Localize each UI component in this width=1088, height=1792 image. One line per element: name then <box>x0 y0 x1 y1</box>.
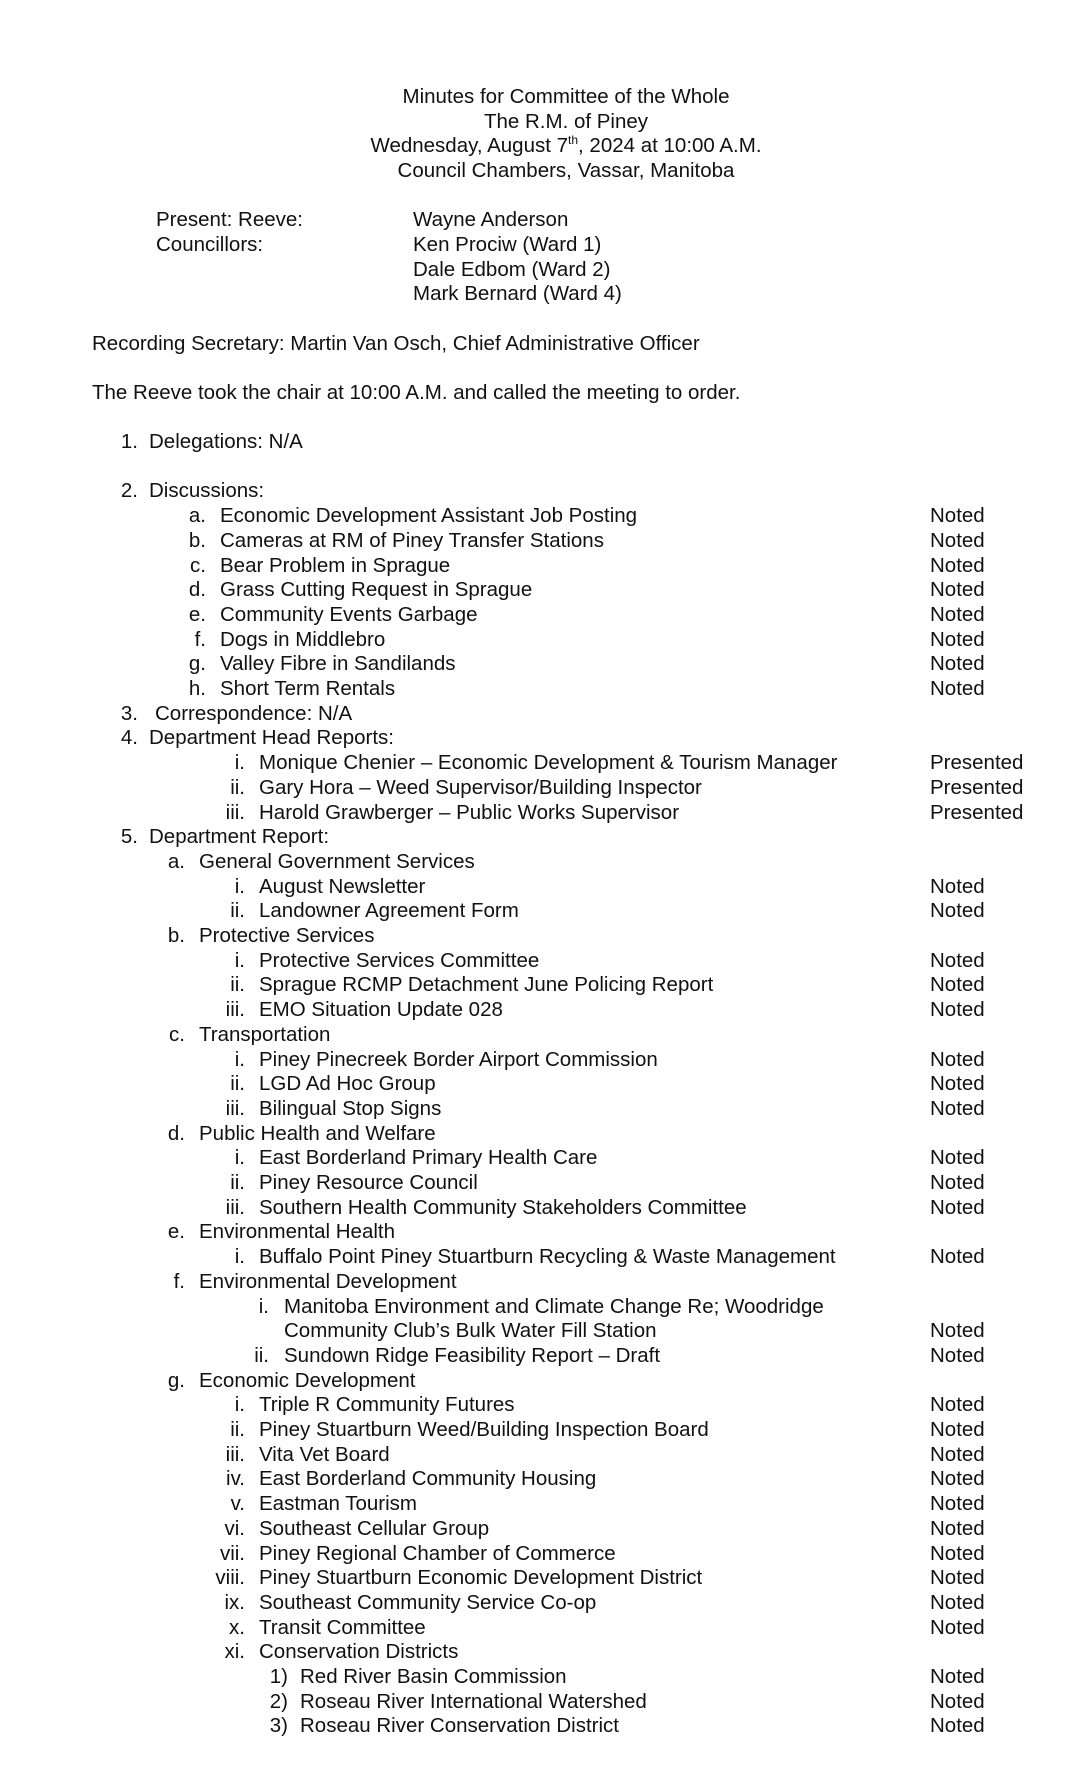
item-text: Cameras at RM of Piney Transfer Stations <box>220 529 604 552</box>
item-marker: vii. <box>219 1542 245 1565</box>
item-status: Noted <box>930 1665 985 1688</box>
item-text: Piney Stuartburn Economic Development District <box>259 1566 703 1589</box>
councillors-label: Councillors: <box>156 233 264 256</box>
item-status: Noted <box>930 973 985 996</box>
item-status: Noted <box>930 529 985 552</box>
item-text: Monique Chenier – Economic Development & Tourism Manager <box>259 751 838 774</box>
item-marker: i. <box>234 875 245 898</box>
item-marker: iii. <box>225 1443 245 1466</box>
item-status: Noted <box>930 1245 985 1268</box>
item-text: Harold Grawberger – Public Works Supervisor <box>259 801 680 824</box>
subsection-title: Economic Development <box>199 1369 416 1392</box>
recording-secretary: Recording Secretary: Martin Van Osch, Chief Administrative Officer <box>92 332 700 355</box>
subsection-title: Public Health and Welfare <box>199 1122 436 1145</box>
item-text: Southeast Cellular Group <box>259 1517 490 1540</box>
item-status: Presented <box>930 801 1024 824</box>
item-text: Gary Hora – Weed Supervisor/Building Inspector <box>259 776 702 799</box>
item-marker: ii. <box>230 776 245 799</box>
item-marker: iii. <box>225 1196 245 1219</box>
item-status: Noted <box>930 1319 985 1342</box>
item-text: Triple R Community Futures <box>259 1393 515 1416</box>
item-text: Short Term Rentals <box>220 677 396 700</box>
present-label: Present: Reeve: <box>156 208 303 231</box>
section-title: Discussions: <box>149 479 265 502</box>
item-status: Noted <box>930 1344 985 1367</box>
item-text: Bilingual Stop Signs <box>259 1097 442 1120</box>
item-text: Piney Regional Chamber of Commerce <box>259 1542 616 1565</box>
item-text: Southeast Community Service Co-op <box>259 1591 597 1614</box>
item-marker: i. <box>234 1048 245 1071</box>
item-text: Community Club’s Bulk Water Fill Station <box>284 1319 657 1342</box>
item-status: Noted <box>930 1517 985 1540</box>
item-status: Noted <box>930 1566 985 1589</box>
subsection-marker: a. <box>167 850 185 873</box>
item-status: Noted <box>930 1196 985 1219</box>
item-text: Sprague RCMP Detachment June Policing Report <box>259 973 714 996</box>
councillor-name: Mark Bernard (Ward 4) <box>413 282 622 305</box>
item-marker: b. <box>188 529 206 552</box>
item-marker: e. <box>188 603 206 626</box>
item-marker: ix. <box>224 1591 245 1614</box>
section-title: Delegations: N/A <box>149 430 303 453</box>
item-status: Noted <box>930 1048 985 1071</box>
item-text: Community Events Garbage <box>220 603 478 626</box>
subsection-marker: e. <box>167 1220 185 1243</box>
item-marker: viii. <box>215 1566 245 1589</box>
meeting-date: Wednesday, August 7th, 2024 at 10:00 A.M. <box>370 133 762 157</box>
item-marker: ii. <box>230 899 245 922</box>
item-status: Presented <box>930 776 1024 799</box>
item-status: Noted <box>930 652 985 675</box>
item-marker: f. <box>194 628 206 651</box>
item-marker: ii. <box>230 1072 245 1095</box>
item-text: Economic Development Assistant Job Posting <box>220 504 638 527</box>
item-marker: i. <box>258 1295 269 1318</box>
item-text: Manitoba Environment and Climate Change Re; Woodridge <box>284 1295 824 1318</box>
item-text: Transit Committee <box>259 1616 426 1639</box>
item-marker: d. <box>188 578 206 601</box>
subsection-title: Transportation <box>199 1023 331 1046</box>
subsection-marker: c. <box>169 1023 185 1046</box>
subsection-marker: g. <box>167 1369 185 1392</box>
subsection-marker: f. <box>173 1270 185 1293</box>
item-text: Dogs in Middlebro <box>220 628 386 651</box>
section-number: 2. <box>120 479 138 502</box>
item-text: Piney Resource Council <box>259 1171 478 1194</box>
councillor-name: Ken Prociw (Ward 1) <box>413 233 602 256</box>
item-marker: ii. <box>254 1344 269 1367</box>
item-text: Bear Problem in Sprague <box>220 554 451 577</box>
item-marker: i. <box>234 1245 245 1268</box>
item-status: Noted <box>930 1542 985 1565</box>
subsection-title: General Government Services <box>199 850 475 873</box>
subsection-marker: d. <box>167 1122 185 1145</box>
item-status: Noted <box>930 603 985 626</box>
item-marker: x. <box>229 1616 245 1639</box>
item-marker: vi. <box>224 1517 245 1540</box>
item-status: Noted <box>930 1690 985 1713</box>
item-status: Noted <box>930 1443 985 1466</box>
item-text: Southern Health Community Stakeholders Committee <box>259 1196 747 1219</box>
item-marker: iv. <box>226 1467 245 1490</box>
item-status: Noted <box>930 1393 985 1416</box>
item-text: Protective Services Committee <box>259 949 540 972</box>
section-number: 4. <box>120 726 138 749</box>
meeting-location: Council Chambers, Vassar, Manitoba <box>397 159 735 182</box>
item-text: Vita Vet Board <box>259 1443 390 1466</box>
item-status: Noted <box>930 1616 985 1639</box>
item-status: Noted <box>930 1171 985 1194</box>
item-status: Presented <box>930 751 1024 774</box>
subsection-title: Environmental Development <box>199 1270 457 1293</box>
item-text: Buffalo Point Piney Stuartburn Recycling & Waste Management <box>259 1245 836 1268</box>
item-text: August Newsletter <box>259 875 426 898</box>
item-status: Noted <box>930 677 985 700</box>
item-text: Piney Stuartburn Weed/Building Inspection Board <box>259 1418 709 1441</box>
item-text: Grass Cutting Request in Sprague <box>220 578 533 601</box>
item-status: Noted <box>930 504 985 527</box>
item-marker: c. <box>190 554 206 577</box>
subsection-title: Protective Services <box>199 924 375 947</box>
item-status: Noted <box>930 1418 985 1441</box>
reeve-name: Wayne Anderson <box>413 208 569 231</box>
item-status: Noted <box>930 1492 985 1515</box>
item-marker: i. <box>234 1393 245 1416</box>
item-text: LGD Ad Hoc Group <box>259 1072 436 1095</box>
item-text: Conservation Districts <box>259 1640 459 1663</box>
subsection-title: Environmental Health <box>199 1220 395 1243</box>
item-status: Noted <box>930 1591 985 1614</box>
item-status: Noted <box>930 875 985 898</box>
item-status: Noted <box>930 1097 985 1120</box>
item-marker: i. <box>234 1146 245 1169</box>
item-text: East Borderland Primary Health Care <box>259 1146 598 1169</box>
item-text: Valley Fibre in Sandilands <box>220 652 456 675</box>
item-marker: i. <box>234 949 245 972</box>
section-title: Department Head Reports: <box>149 726 394 749</box>
item-text: EMO Situation Update 028 <box>259 998 503 1021</box>
item-status: Noted <box>930 628 985 651</box>
item-marker: xi. <box>224 1640 245 1663</box>
municipality-name: The R.M. of Piney <box>483 110 649 133</box>
item-marker: a. <box>188 504 206 527</box>
item-marker: iii. <box>225 1097 245 1120</box>
item-text: Eastman Tourism <box>259 1492 417 1515</box>
item-status: Noted <box>930 899 985 922</box>
item-marker: 2) <box>269 1690 288 1713</box>
item-text: Sundown Ridge Feasibility Report – Draft <box>284 1344 661 1367</box>
item-marker: ii. <box>230 973 245 996</box>
section-number: 5. <box>120 825 138 848</box>
item-marker: ii. <box>230 1171 245 1194</box>
item-status: Noted <box>930 554 985 577</box>
item-status: Noted <box>930 1714 985 1737</box>
item-status: Noted <box>930 949 985 972</box>
item-text: Piney Pinecreek Border Airport Commission <box>259 1048 658 1071</box>
item-marker: g. <box>188 652 206 675</box>
item-status: Noted <box>930 998 985 1021</box>
section-title: Correspondence: N/A <box>155 702 353 725</box>
item-marker: h. <box>188 677 206 700</box>
subsection-marker: b. <box>167 924 185 947</box>
item-text: Roseau River Conservation District <box>300 1714 620 1737</box>
item-marker: iii. <box>225 801 245 824</box>
item-marker: i. <box>234 751 245 774</box>
item-text: Landowner Agreement Form <box>259 899 519 922</box>
section-title: Department Report: <box>149 825 330 848</box>
item-status: Noted <box>930 578 985 601</box>
item-marker: ii. <box>230 1418 245 1441</box>
document-title: Minutes for Committee of the Whole <box>402 85 730 108</box>
section-number: 3. <box>120 702 138 725</box>
call-to-order: The Reeve took the chair at 10:00 A.M. and called the meeting to order. <box>92 381 741 404</box>
item-text: East Borderland Community Housing <box>259 1467 597 1490</box>
item-marker: iii. <box>225 998 245 1021</box>
item-status: Noted <box>930 1146 985 1169</box>
item-marker: v. <box>230 1492 245 1515</box>
item-text: Red River Basin Commission <box>300 1665 567 1688</box>
item-text: Roseau River International Watershed <box>300 1690 647 1713</box>
councillor-name: Dale Edbom (Ward 2) <box>413 258 611 281</box>
section-number: 1. <box>120 430 138 453</box>
item-marker: 1) <box>269 1665 288 1688</box>
item-status: Noted <box>930 1072 985 1095</box>
item-marker: 3) <box>269 1714 288 1737</box>
item-status: Noted <box>930 1467 985 1490</box>
